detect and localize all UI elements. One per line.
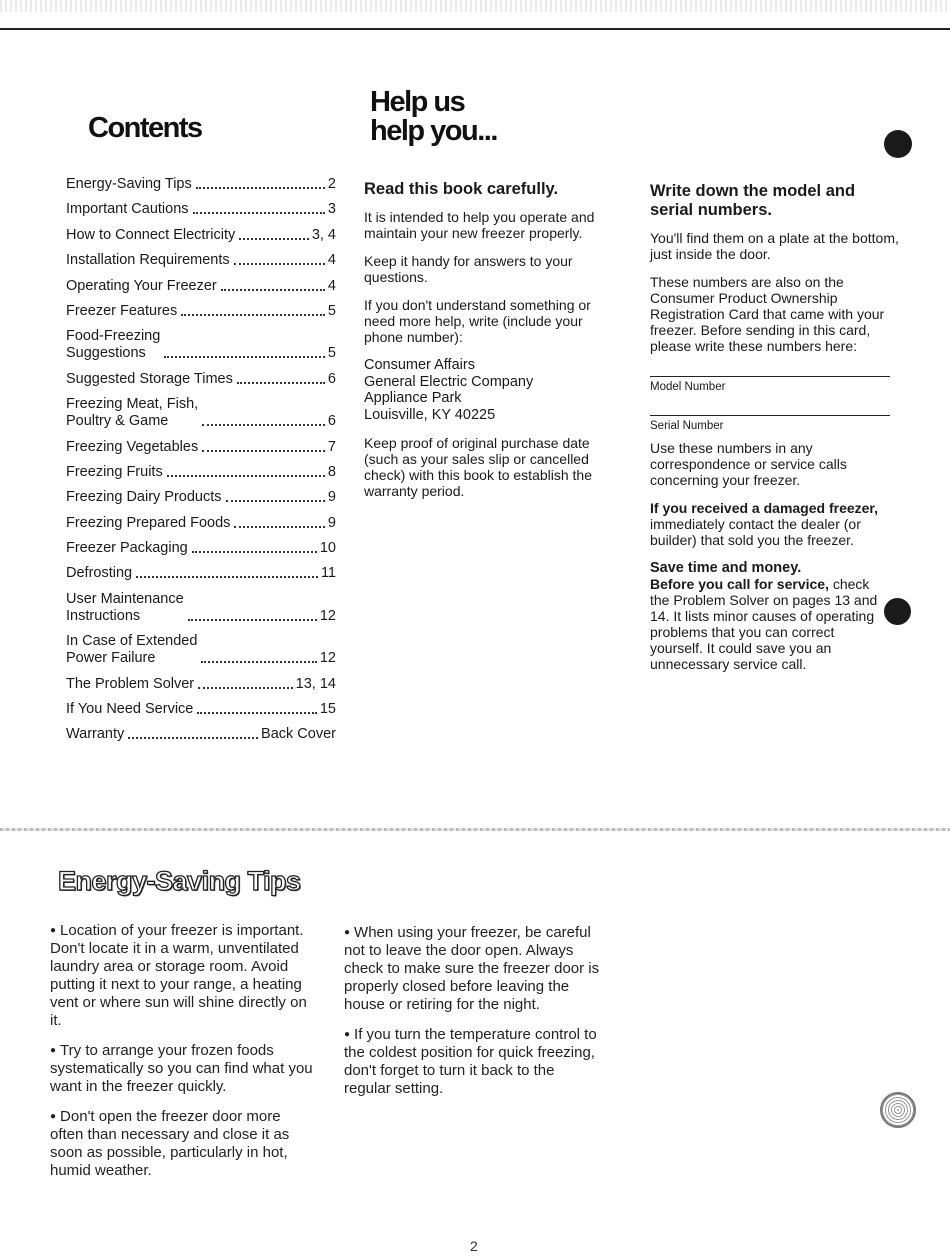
toc-entry [66,633,336,667]
toc-page: 2 [327,176,336,192]
toc-label: Food-Freezing Suggestions [66,328,161,362]
serial-number-field[interactable]: Serial Number [650,415,890,434]
toc-leader [226,500,325,502]
toc-leader [188,619,317,621]
toc-page: 3, 4 [311,226,336,243]
toc-page: 15 [319,701,336,718]
toc-page: Back Cover [261,726,336,743]
address-line: Consumer Affairs [364,357,475,373]
toc-label: Suggested Storage Times [66,370,233,387]
tip-item [344,924,604,1014]
toc-label: Warranty [66,726,125,743]
save-time-heading: Save time and money. [650,560,802,576]
toc-leader [136,576,318,578]
table-of-contents [66,176,336,752]
toc-leader [221,289,325,291]
toc-label: Freezer Packaging [66,540,188,557]
toc-label: In Case of Extended Power Failure [66,633,198,667]
toc-page: 6 [327,413,336,430]
toc-entry [66,591,336,625]
toc-leader [128,737,258,739]
toc-label: Energy-Saving Tips [66,176,192,192]
toc-page: 5 [327,302,336,319]
toc-leader [234,263,325,265]
save-time-lead: Before you call for service, [650,576,829,592]
toc-label: The Problem Solver [66,675,195,692]
toc-label: Freezing Prepared Foods [66,514,231,531]
energy-tips-right [344,924,604,1110]
toc-entry [66,726,336,743]
read-section [364,180,600,511]
tip-item [50,1108,315,1180]
toc-leader [196,187,325,189]
punch-hole-icon [880,1092,916,1128]
tip-text: Don't open the freezer door more often than necessary and close it as soon as possible, particularly in hot, humid weather. [50,1108,290,1179]
toc-entry [66,439,336,456]
toc-leader [237,382,325,384]
help-title-line1: Help us [370,86,465,118]
toc-entry [66,328,336,362]
toc-leader [201,661,316,663]
tip-text: Location of your freezer is important. Don't locate it in a warm, unventilated laundry area or storage room. Avoid putting it next to your range, a heating vent or where sun will shine directly on it. [50,922,307,1029]
damaged-freezer-lead: If you received a damaged freezer, [650,500,878,516]
toc-label: Freezing Vegetables [66,438,199,455]
toc-page: 10 [319,540,336,557]
tip-text: When using your freezer, be careful not to leave the door open. Always check to make sure the freezer door is properly closed before leaving the house or retiring for the night. [344,924,600,1013]
read-paragraph: Keep proof of original purchase date (such as your sales slip or cancelled check) with this book to establish the warranty period. [364,435,593,499]
bullet-icon: ● [50,925,57,936]
toc-entry [66,278,336,295]
toc-leader [202,424,325,426]
save-time-note [650,576,886,672]
toc-entry [66,489,336,506]
address-line: Appliance Park [364,390,462,406]
toc-page: 12 [319,650,336,667]
toc-leader [234,526,325,528]
toc-leader [181,314,325,316]
damaged-freezer-note [650,500,900,548]
help-title [370,88,497,146]
toc-label: Operating Your Freezer [66,277,217,294]
tip-item [344,1026,604,1098]
toc-entry [66,515,336,532]
toc-label: Important Cautions [66,201,189,218]
read-paragraph: If you don't understand something or need more help, write (include your phone number): [364,297,591,345]
toc-label: Freezing Meat, Fish, Poultry & Game [66,396,199,430]
toc-entry [66,540,336,557]
toc-entry [66,252,336,269]
toc-label: How to Connect Electricity [66,226,236,243]
energy-title: Energy-Saving Tips [58,866,301,896]
bullet-icon: ● [344,927,351,938]
contents-title: Contents [88,112,202,144]
bullet-icon: ● [344,1029,351,1040]
tip-item [50,922,315,1030]
bullet-icon: ● [50,1111,57,1122]
toc-page: 6 [327,370,336,387]
write-heading: Write down the model and serial numbers. [650,182,856,219]
toc-page: 5 [327,345,336,362]
toc-leader [197,712,316,714]
toc-page: 12 [319,607,336,624]
toc-label: Freezing Dairy Products [66,489,222,506]
top-edge-texture [0,0,950,12]
toc-page: 11 [320,565,336,582]
toc-leader [167,475,325,477]
toc-label: Installation Requirements [66,252,230,269]
read-paragraph: It is intended to help you operate and maintain your new freezer properly. [364,209,595,241]
write-section [650,182,900,684]
toc-label: If You Need Service [66,701,194,718]
tip-text: Try to arrange your frozen foods systematically so you can find what you want in the freezer quickly. [50,1042,313,1095]
toc-label: Freezing Fruits [66,463,163,480]
address-line: General Electric Company [364,373,534,390]
bullet-icon: ● [50,1045,57,1056]
toc-entry [66,701,336,718]
write-paragraph: Use these numbers in any correspondence or service calls concerning your freezer. [650,440,847,488]
toc-label: Freezer Features [66,302,178,319]
toc-leader [193,212,325,214]
toc-page: 8 [327,463,336,480]
toc-entry [66,303,336,320]
energy-tips-left [50,922,315,1192]
save-time-text: check the Problem Solver on pages 13 and 14. It lists minor causes of operating problems that you can correct yourself. It could save you an unnecessary service call. [650,576,878,672]
mailing-address [364,357,600,423]
section-divider [0,828,950,831]
toc-leader [239,238,309,240]
toc-page: 4 [327,252,336,269]
tip-item [50,1042,315,1096]
toc-page: 4 [327,277,336,294]
toc-page: 7 [327,438,336,455]
toc-leader [192,551,317,553]
toc-entry [66,201,336,218]
toc-leader [164,356,325,358]
toc-entry [66,176,336,193]
toc-entry [66,227,336,244]
toc-page: 3 [327,201,336,218]
toc-page: 13, 14 [295,675,336,692]
help-title-line2: help you... [370,115,497,147]
toc-page: 9 [327,514,336,531]
toc-entry [66,464,336,481]
toc-entry [66,676,336,693]
top-rule [0,28,950,30]
toc-leader [202,450,325,452]
read-heading: Read this book carefully. [364,180,559,198]
toc-leader [198,687,293,689]
toc-label: Defrosting [66,565,133,582]
page-number: 2 [470,1238,478,1254]
toc-page: 9 [327,489,336,506]
toc-entry [66,371,336,388]
address-line: Louisville, KY 40225 [364,406,496,423]
tip-text: If you turn the temperature control to the coldest position for quick freezing, don't forget to turn it back to the regular setting. [344,1026,597,1097]
write-paragraph: You'll find them on a plate at the bottom, just inside the door. [650,230,899,262]
write-paragraph: These numbers are also on the Consumer Product Ownership Registration Card that came with your freezer. Before sending in this card, please write these numbers here: [650,274,885,354]
punch-hole-icon [884,130,912,158]
toc-entry [66,565,336,582]
toc-label: User Maintenance Instructions [66,590,184,624]
read-paragraph: Keep it handy for answers to your questions. [364,253,573,285]
toc-entry [66,396,336,430]
model-number-field[interactable]: Model Number [650,376,890,395]
damaged-freezer-text: immediately contact the dealer (or builder) that sold you the freezer. [650,516,861,548]
